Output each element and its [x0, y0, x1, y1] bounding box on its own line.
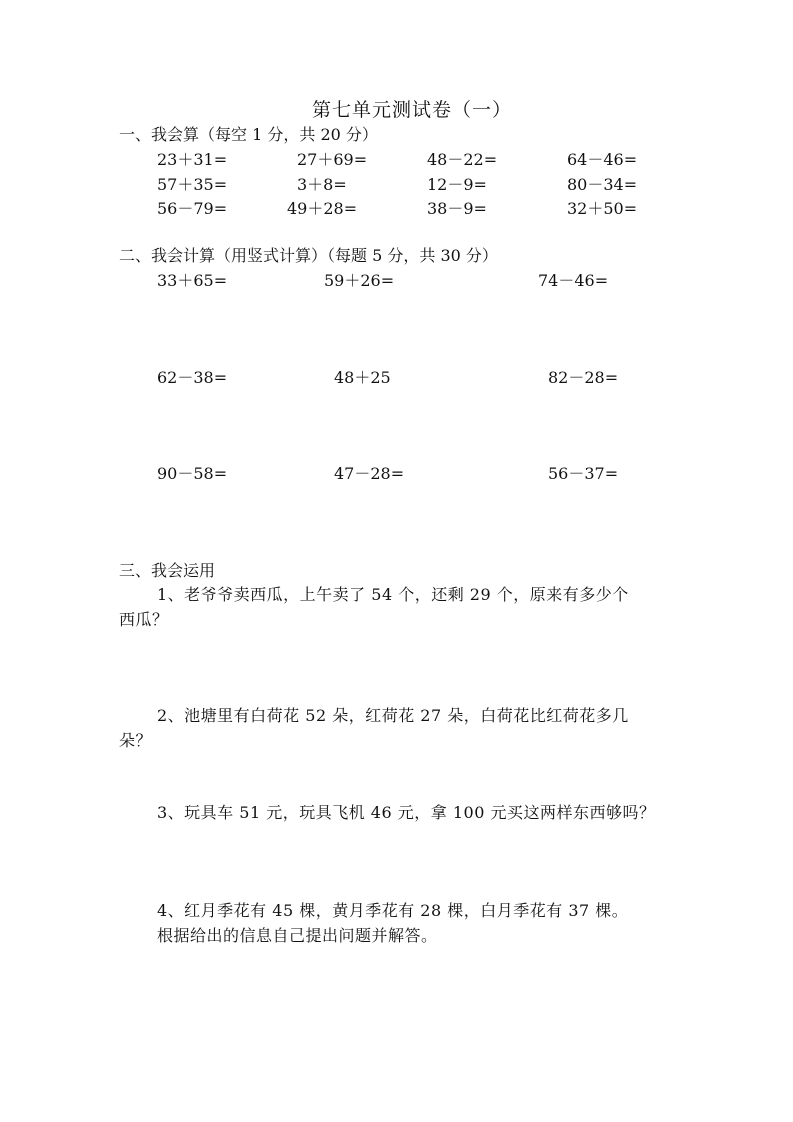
s1-equation: 80－34= — [567, 175, 638, 194]
s1-equation: 27＋69= — [297, 150, 368, 169]
s2-equation: 59＋26= — [324, 271, 395, 290]
s2-equation: 48＋25 — [334, 368, 391, 387]
word-problem-1-line2: 西瓜？ — [119, 610, 169, 629]
word-problem-2-line2: 朵？ — [119, 731, 153, 750]
section-1-heading: 一、我会算（每空 1 分，共 20 分） — [119, 125, 378, 144]
section-3-heading: 三、我会运用 — [119, 561, 216, 580]
s2-equation: 74－46= — [538, 271, 609, 290]
s2-equation: 90－58= — [157, 464, 228, 483]
s2-equation: 33＋65= — [157, 271, 228, 290]
word-problem-1-line1: 1、老爷爷卖西瓜，上午卖了 54 个，还剩 29 个，原来有多少个 — [157, 585, 629, 604]
word-problem-4-line1: 4、红月季花有 45 棵，黄月季花有 28 棵，白月季花有 37 棵。 — [157, 901, 629, 920]
s1-equation: 32＋50= — [567, 199, 638, 218]
s1-equation: 49＋28= — [287, 199, 358, 218]
section-2-heading: 二、我会计算（用竖式计算）（每题 5 分，共 30 分） — [119, 246, 498, 265]
s1-equation: 23＋31= — [157, 150, 228, 169]
s1-equation: 57＋35= — [157, 175, 228, 194]
s1-equation: 38－9= — [427, 199, 487, 218]
s1-equation: 56－79= — [157, 199, 228, 218]
s2-equation: 56－37= — [548, 464, 619, 483]
s1-equation: 12－9= — [427, 175, 487, 194]
page-title: 第七单元测试卷（一） — [312, 99, 513, 121]
s1-equation: 48－22= — [427, 150, 498, 169]
s2-equation: 82－28= — [548, 368, 619, 387]
word-problem-3-line1: 3、玩具车 51 元，玩具飞机 46 元，拿 100 元买这两样东西够吗？ — [157, 803, 656, 822]
s2-equation: 62－38= — [157, 368, 228, 387]
s2-equation: 47－28= — [334, 464, 405, 483]
s1-equation: 64－46= — [567, 150, 638, 169]
word-problem-4-line2: 根据给出的信息自己提出问题并解答。 — [157, 926, 438, 945]
s1-equation: 3＋8= — [297, 175, 347, 194]
word-problem-2-line1: 2、池塘里有白荷花 52 朵，红荷花 27 朵，白荷花比红荷花多几 — [157, 706, 629, 725]
